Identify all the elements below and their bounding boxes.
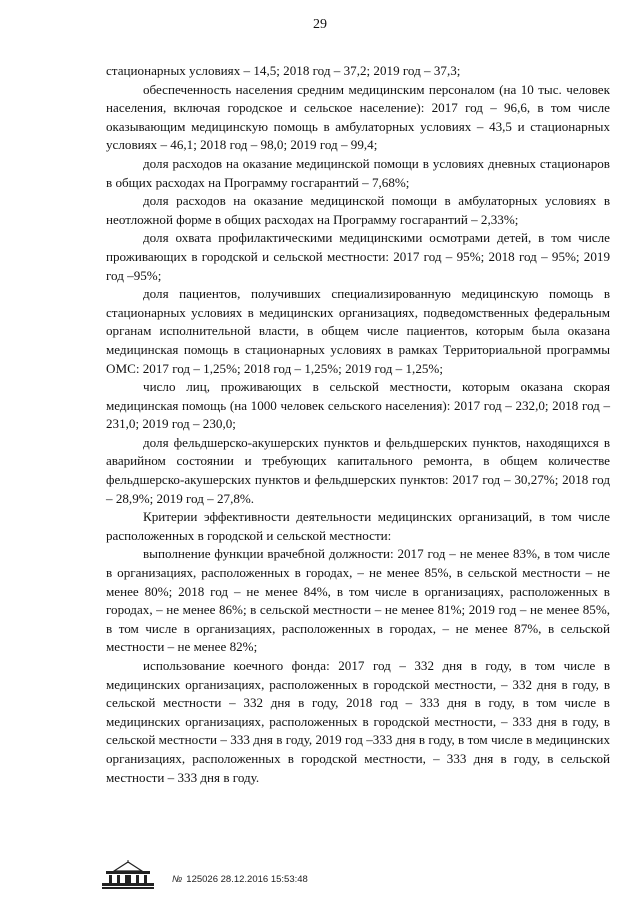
paragraph: доля охвата профилактическими медицинскими осмотрами детей, в том числе проживающих в городской и сельской местности: 2017 год – 95%; 2018 год – 95%; 2019 год –95%; bbox=[106, 230, 610, 283]
page-number: 29 bbox=[313, 17, 327, 32]
building-seal-icon bbox=[100, 860, 156, 890]
paragraph: обеспеченность населения средним медицинским персоналом (на 10 тыс. человек населения, включая городское и сельское население): 2017 год – 96,6, в том числе оказывающим медицинскую помощь в амбулаторных условиях – 43,5 и стационарных условиях – 46,1; 2018 год – 98,0; 2019 год – 99,4; bbox=[106, 81, 610, 153]
document-stamp bbox=[172, 874, 308, 885]
paragraph: Критерии эффективности деятельности медицинских организаций, в том числе расположенных в городской и сельской местности: bbox=[106, 509, 610, 543]
paragraph: выполнение функции врачебной должности: 2017 год – не менее 83%, в том числе в организациях, расположенных в городах, – не менее 85%, в сельской местности – не менее 80%; 2018 год – не менее 84%, в том числе в организациях, расположенных в городах, – не менее 86%; в сельской местности – не менее 81%; 2019 год – не менее 85%, в том числе в организациях, расположенных в городах, – не менее 87%, в сельской местности – не менее 82%; bbox=[106, 546, 610, 655]
document-body bbox=[106, 62, 610, 787]
paragraph: доля фельдшерско-акушерских пунктов и фельдшерских пунктов, находящихся в аварийном состоянии и требующих капитального ремонта, в общем количестве фельдшерско-акушерских пунктов и фельдшерских пунктов: 2017 год – 30,27%; 2018 год – 28,9%; 2019 год – 27,8%. bbox=[106, 434, 610, 506]
paragraph: доля пациентов, получивших специализированную медицинскую помощь в стационарных условиях в медицинских организациях, подведомственных федеральным органам исполнительной власти, в общем числе пациентов, которым была оказана медицинская помощь в стационарных условиях в рамках Территориальной программы ОМС: 2017 год – 1,25%; 2018 год – 1,25%; 2019 год – 1,25%; bbox=[106, 286, 610, 376]
paragraph: число лиц, проживающих в сельской местности, которым оказана скорая медицинская помощь (на 1000 человек сельского населения): 2017 год – 232,0; 2018 год – 231,0; 2019 год – 230,0; bbox=[106, 379, 610, 432]
document-footer bbox=[100, 860, 500, 894]
paragraph: использование коечного фонда: 2017 год – 332 дня в году, в том числе в медицинских организациях, расположенных в городской местности, – 332 дня в году, в сельской местности – 332 дня в году, 2018 год – 333 дня в году, в том числе в медицинских организациях, расположенных в городской местности, – 333 дня в году, в сельской местности – 333 дня в году, 2019 год –333 дня в году, в том числе в медицинских организациях, расположенных в городской местности, – 333 дня в году, в сельской местности – 333 дня в году. bbox=[106, 658, 610, 785]
paragraph: доля расходов на оказание медицинской помощи в условиях дневных стационаров в общих расходах на Программу госгарантий – 7,68%; bbox=[106, 155, 610, 190]
stamp-id-datetime: 125026 28.12.2016 15:53:48 bbox=[186, 874, 308, 885]
number-symbol: № bbox=[172, 874, 183, 885]
paragraph: доля расходов на оказание медицинской помощи в амбулаторных условиях в неотложной форме в общих расходах на Программу госгарантий – 2,33%; bbox=[106, 193, 610, 227]
paragraph: стационарных условиях – 14,5; 2018 год – 37,2; 2019 год – 37,3; bbox=[106, 63, 461, 78]
